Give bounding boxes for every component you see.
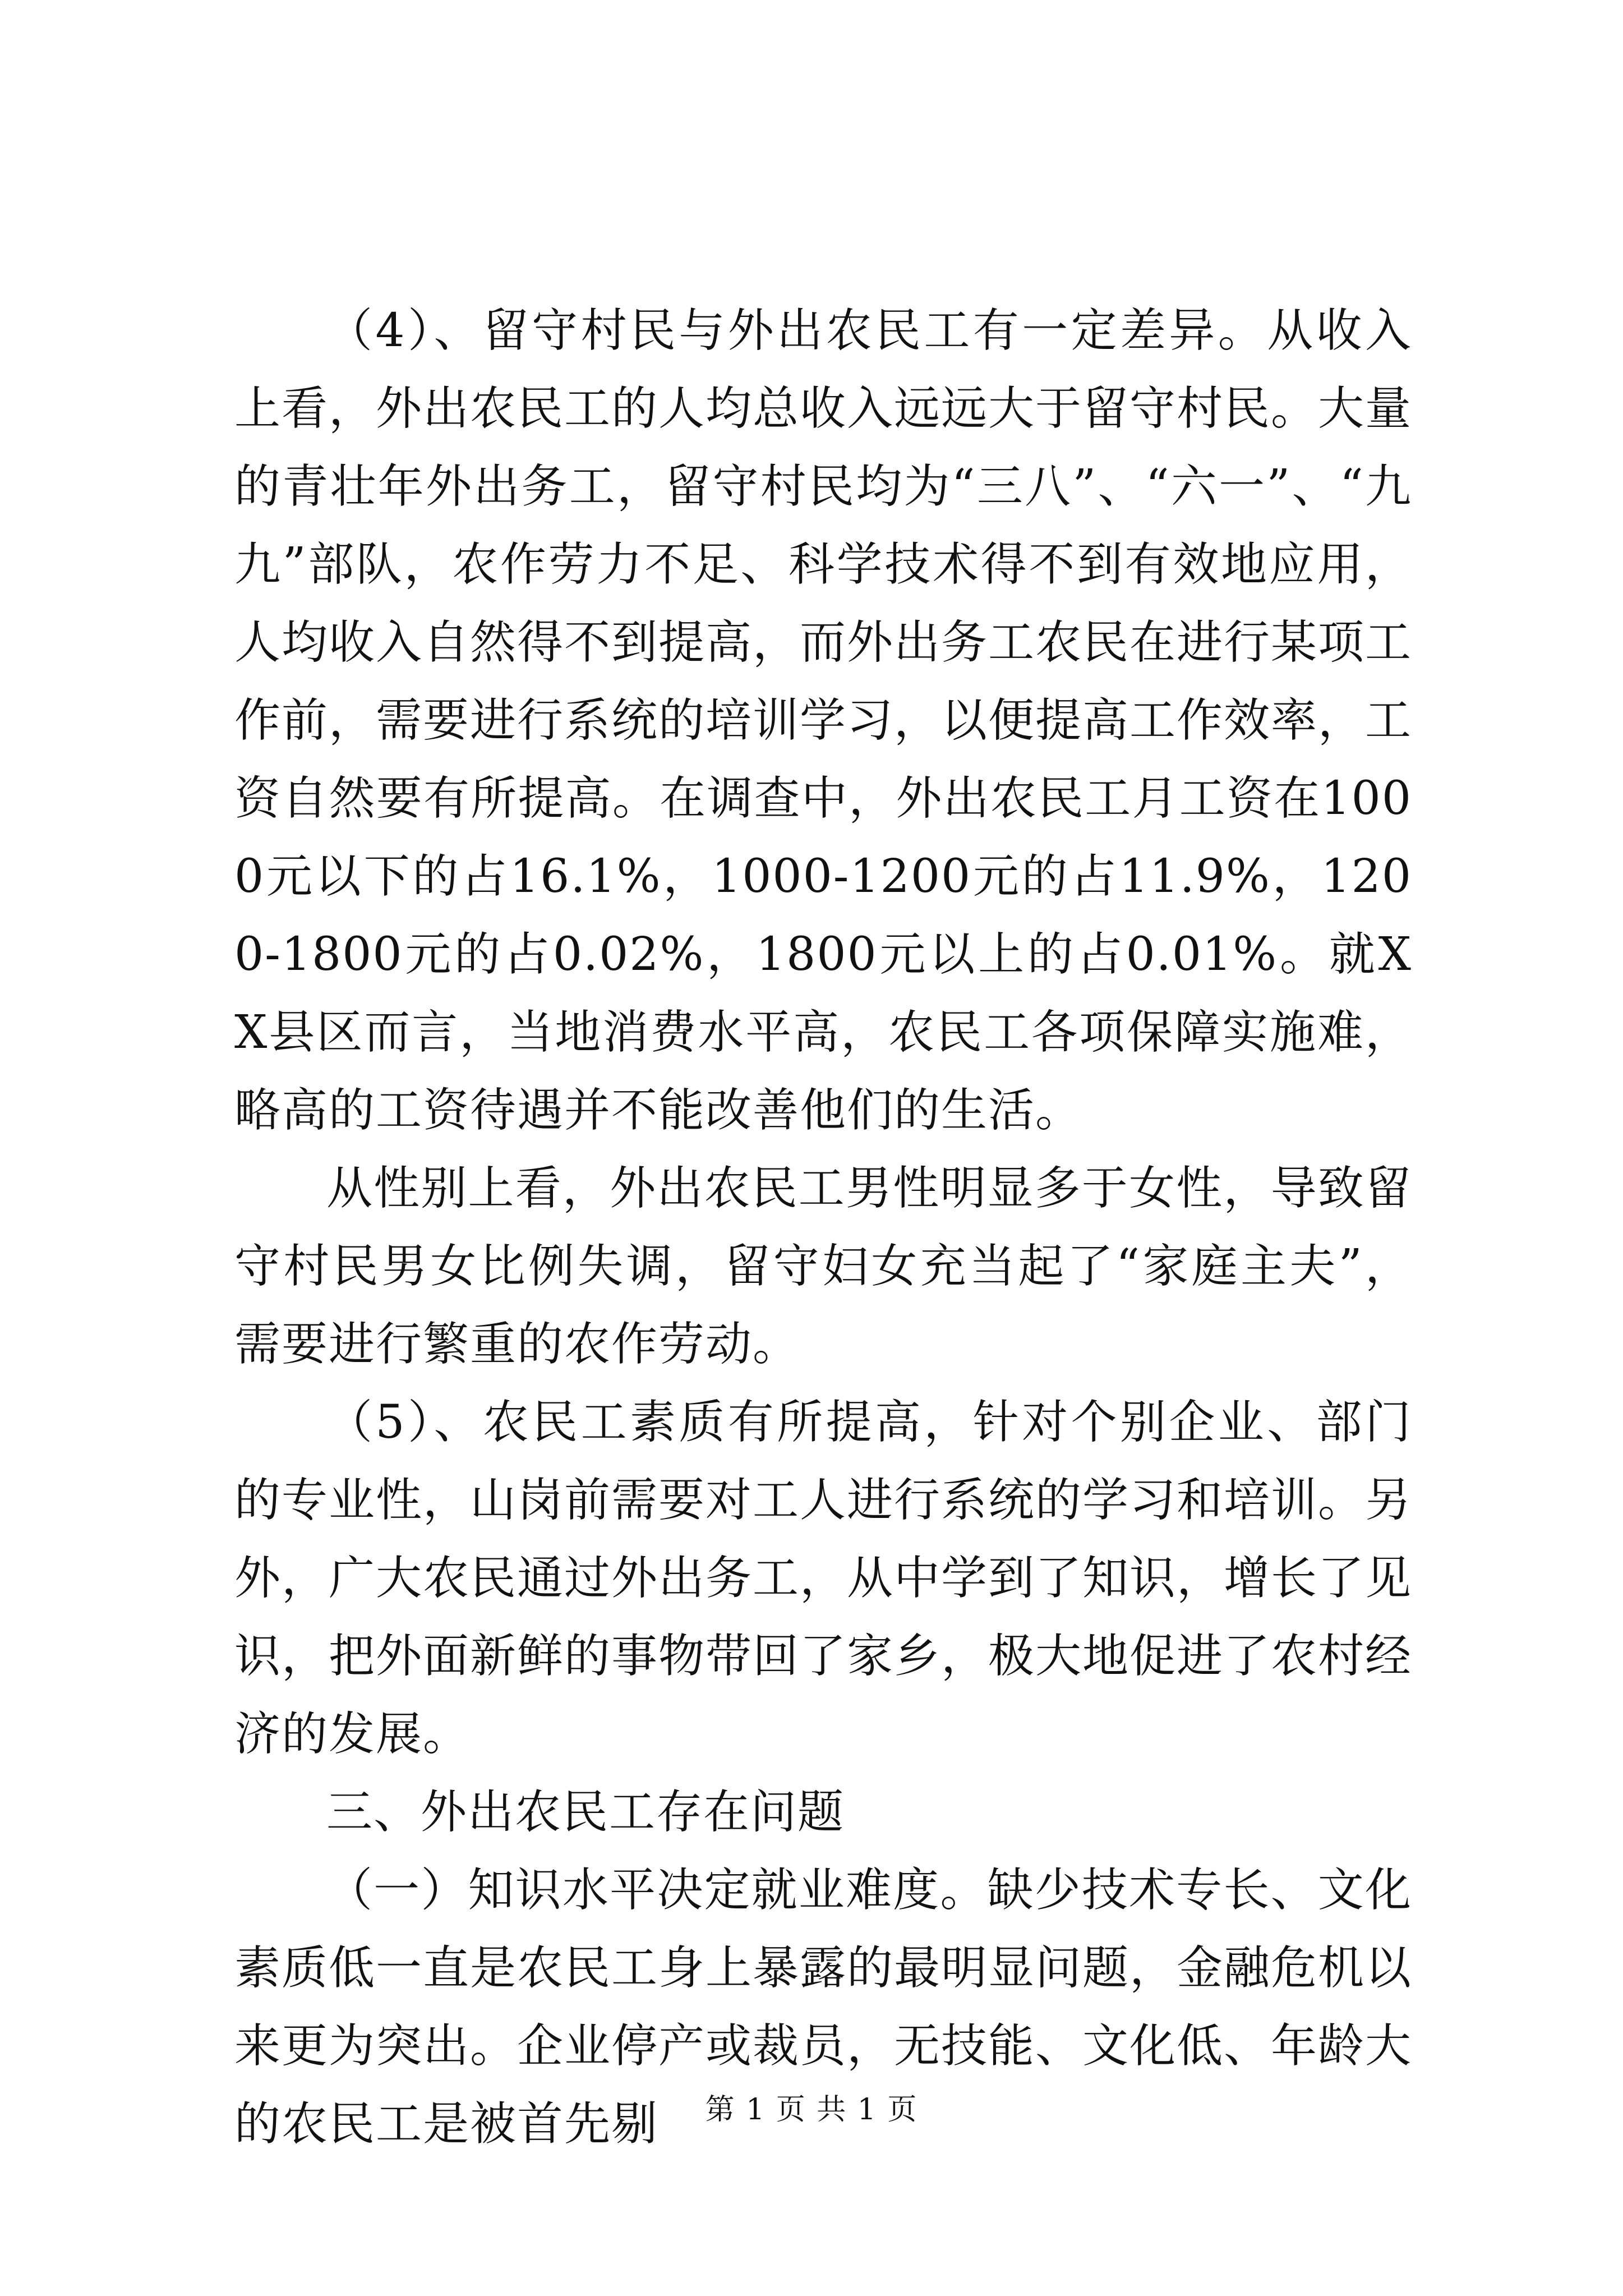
paragraph-knowledge-level: （一）知识水平决定就业难度。缺少技术专长、文化素质低一直是农民工身上暴露的最明显问题，金融危机以来更为突出。企业停产或裁员，无技能、文化低、年龄大的农民工是被首先剔 — [234, 1864, 1413, 2151]
paragraph-quality-improvement: （5）、农民工素质有所提高，针对个别企业、部门的专业性，山岗前需要对工人进行系统的学习和培训。另外，广大农民通过外出务工，从中学到了知识，增长了见识，把外面新鲜的事物带回了家乡，极大地促进了农村经济的发展。 — [234, 1396, 1413, 1761]
section-heading-problems: 三、外出农民工存在问题 — [326, 1786, 845, 1839]
document-body — [234, 292, 1412, 2163]
paragraph-income-difference: （4）、留守村民与外出农民工有一定差异。从收入上看，外出农民工的人均总收入远远大于留守村民。大量的青壮年外出务工，留守村民均为“三八”、“六一”、“九九”部队，农作劳力不足、科学技术得不到有效地应用，人均收入自然得不到提高，而外出务工农民在进行某项工作前，需要进行系统的培训学习，以便提高工作效率，工资自然要有所提高。在调查中，外出农民工月工资在1000元以下的占16.1%，1000-1200元的占11.9%，1200-1800元的占0.02%，1800元以上的占0.01%。就XX县区而言，当地消费水平高，农民工各项保障实施难，略高的工资待遇并不能改善他们的生活。 — [234, 304, 1413, 1137]
paragraph-gender: 从性别上看，外出农民工男性明显多于女性，导致留守村民男女比例失调，留守妇女充当起了“家庭主夫”，需要进行繁重的农作劳动。 — [234, 1162, 1412, 1371]
page-footer: 第 1 页 共 1 页 — [705, 2093, 918, 2127]
